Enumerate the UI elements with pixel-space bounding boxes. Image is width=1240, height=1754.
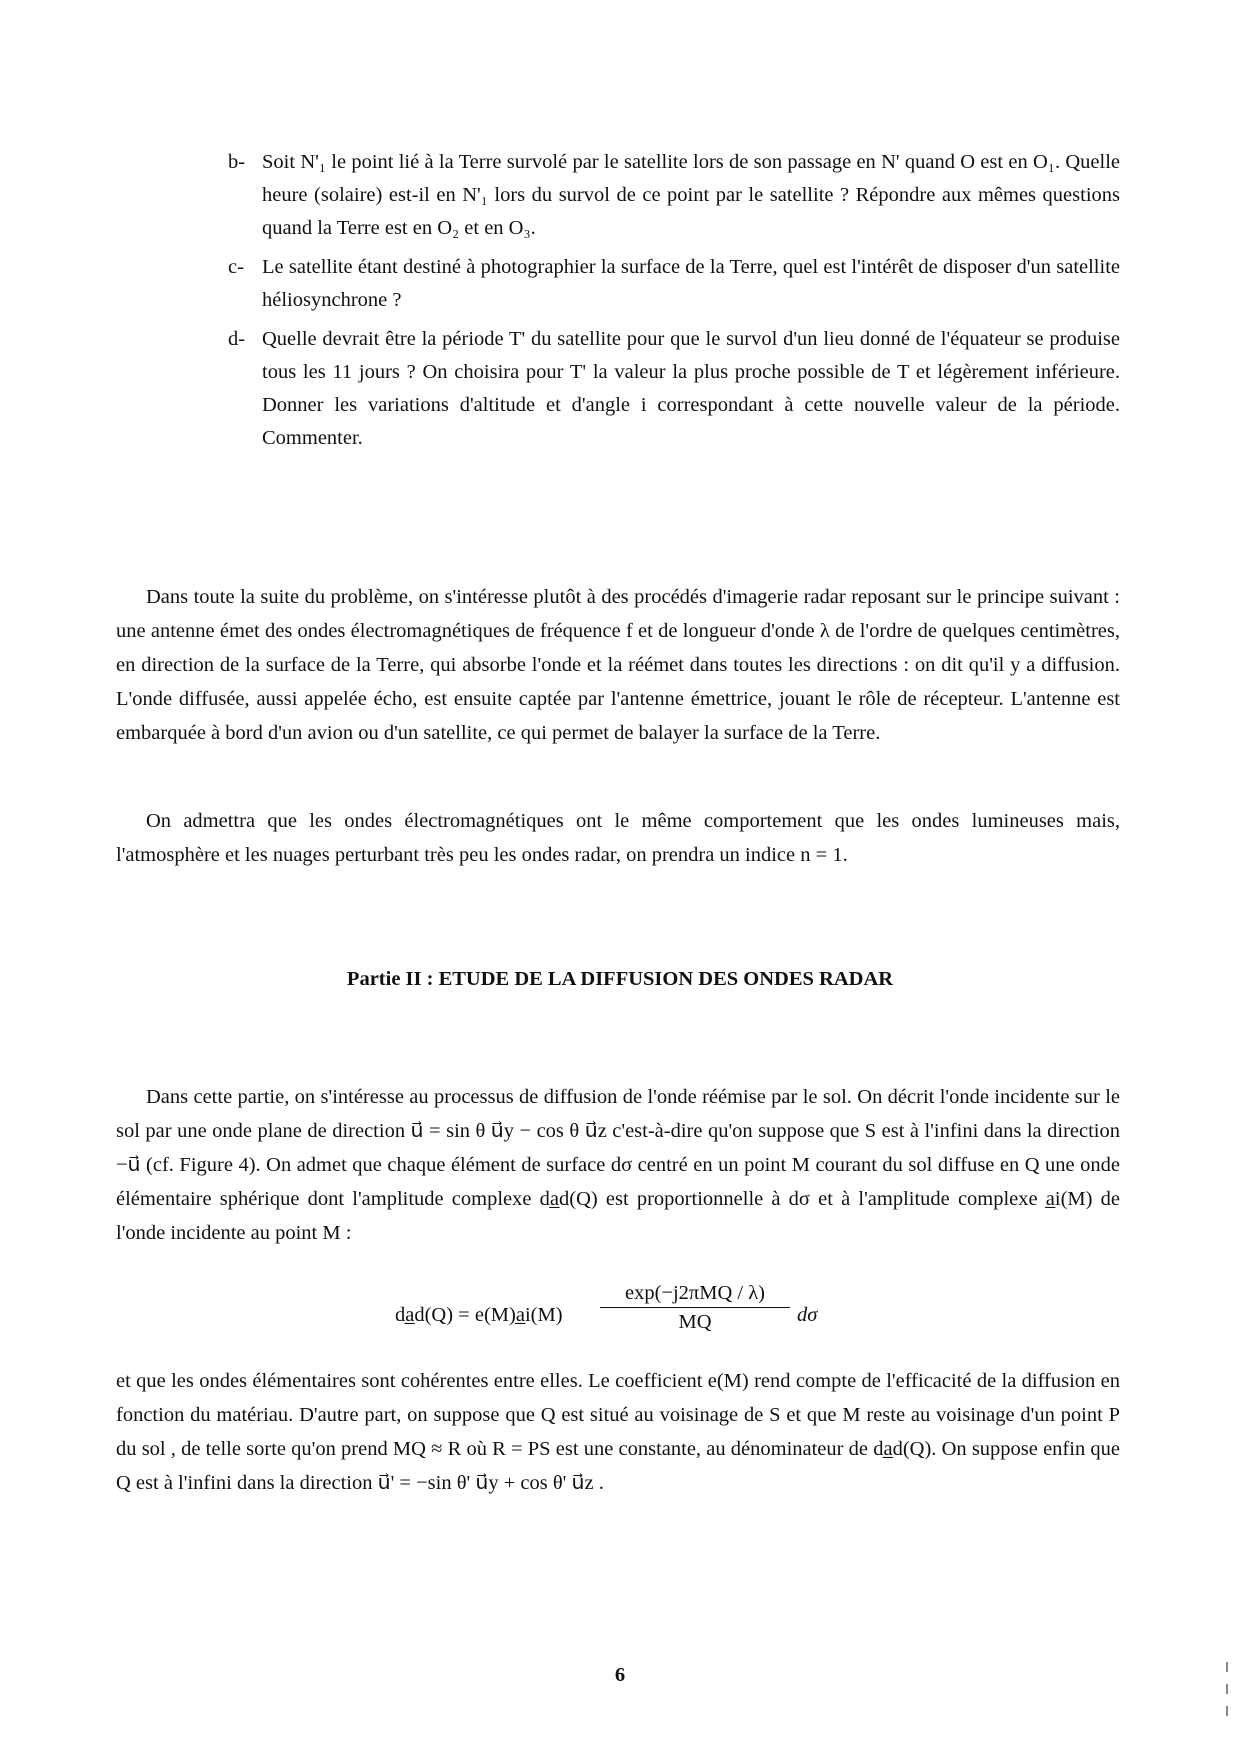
section-continuation-paragraph: et que les ondes élémentaires sont cohérentes entre elles. Le coefficient e(M) rend compte de l'efficacité de la diffusion en fonction du matériau. D'autre part, on suppose que Q est situé au voisinage de S et que M reste au voisinage d'un point P du sol , de telle sorte qu'on prend MQ ≈ R où R = PS est une constante, au dénominateur de da̲d(Q). On suppose enfin que Q est à l'infini dans la direction u⃗' = −sin θ' u⃗y + cos θ' u⃗z .	[116, 1370, 1120, 1494]
item-marker: d-	[228, 328, 246, 350]
scan-mark	[1226, 1662, 1228, 1672]
page-number: 6	[614, 1664, 626, 1686]
item-marker: b-	[228, 151, 246, 173]
scan-mark	[1226, 1706, 1228, 1716]
equation-tail: dσ	[797, 1304, 818, 1326]
item-text: Quelle devrait être la période T' du satellite pour que le survol d'un lieu donné de l'équateur se produise tous les 11 jours ? On choisira pour T' la valeur la plus proche possible de T et légèrement inférieure. Donner les variations d'altitude et d'angle i correspondant à cette nouvelle valeur de la période. Commenter.	[262, 328, 1120, 449]
scan-mark	[1226, 1684, 1228, 1694]
equation-denominator: MQ	[678, 1311, 712, 1333]
equation-lhs: da̲d(Q) = e(M)a̲i(M)	[395, 1304, 563, 1326]
equation-fraction	[600, 1282, 790, 1334]
list-item	[228, 323, 1120, 455]
question-list	[228, 146, 1120, 461]
equation-numerator: exp(−j2πMQ / λ)	[624, 1282, 766, 1304]
list-item	[228, 146, 1120, 245]
section-title: Partie II : ETUDE DE LA DIFFUSION DES ONDES RADAR	[346, 968, 894, 990]
intro-paragraph: Dans toute la suite du problème, on s'intéresse plutôt à des procédés d'imagerie radar reposant sur le principe suivant : une antenne émet des ondes électromagnétiques de fréquence f et de longueur d'onde λ de l'ordre de quelques centimètres, en direction de la surface de la Terre, qui absorbe l'onde et la réémet dans toutes les directions : on dit qu'il y a diffusion. L'onde diffusée, aussi appelée écho, est ensuite captée par l'antenne émettrice, jouant le rôle de récepteur. L'antenne est embarquée à bord d'un avion ou d'un satellite, ce qui permet de balayer la surface de la Terre.	[116, 586, 1120, 744]
fraction-bar	[600, 1307, 790, 1308]
section-intro-paragraph: Dans cette partie, on s'intéresse au processus de diffusion de l'onde réémise par le sol. On décrit l'onde incidente sur le sol par une onde plane de direction u⃗ = sin θ u⃗y − cos θ u⃗z c'est-à-dire qu'on suppose que S est à l'infini dans la direction −u⃗ (cf. Figure 4). On admet que chaque élément de surface dσ centré en un point M courant du sol diffuse en Q une onde élémentaire sphérique dont l'amplitude complexe da̲d(Q) est proportionnelle à dσ et à l'amplitude complexe a̲i(M) de l'onde incidente au point M :	[116, 1086, 1120, 1244]
item-text: Soit N'₁ le point lié à la Terre survolé par le satellite lors de son passage en N' quand O est en O₁. Quelle heure (solaire) est-il en N'₁ lors du survol de ce point par le satellite ? Répondre aux mêmes questions quand la Terre est en O₂ et en O₃.	[262, 151, 1120, 239]
diffusion-equation	[395, 1280, 855, 1354]
item-text: Le satellite étant destiné à photographier la surface de la Terre, quel est l'intérêt de disposer d'un satellite héliosynchrone ?	[262, 256, 1120, 311]
scan-edge-marks	[1226, 1662, 1228, 1742]
list-item	[228, 251, 1120, 317]
item-marker: c-	[228, 256, 244, 278]
hypothesis-paragraph: On admettra que les ondes électromagnétiques ont le même comportement que les ondes lumineuses mais, l'atmosphère et les nuages perturbant très peu les ondes radar, on prendra un indice n = 1.	[116, 810, 1120, 866]
